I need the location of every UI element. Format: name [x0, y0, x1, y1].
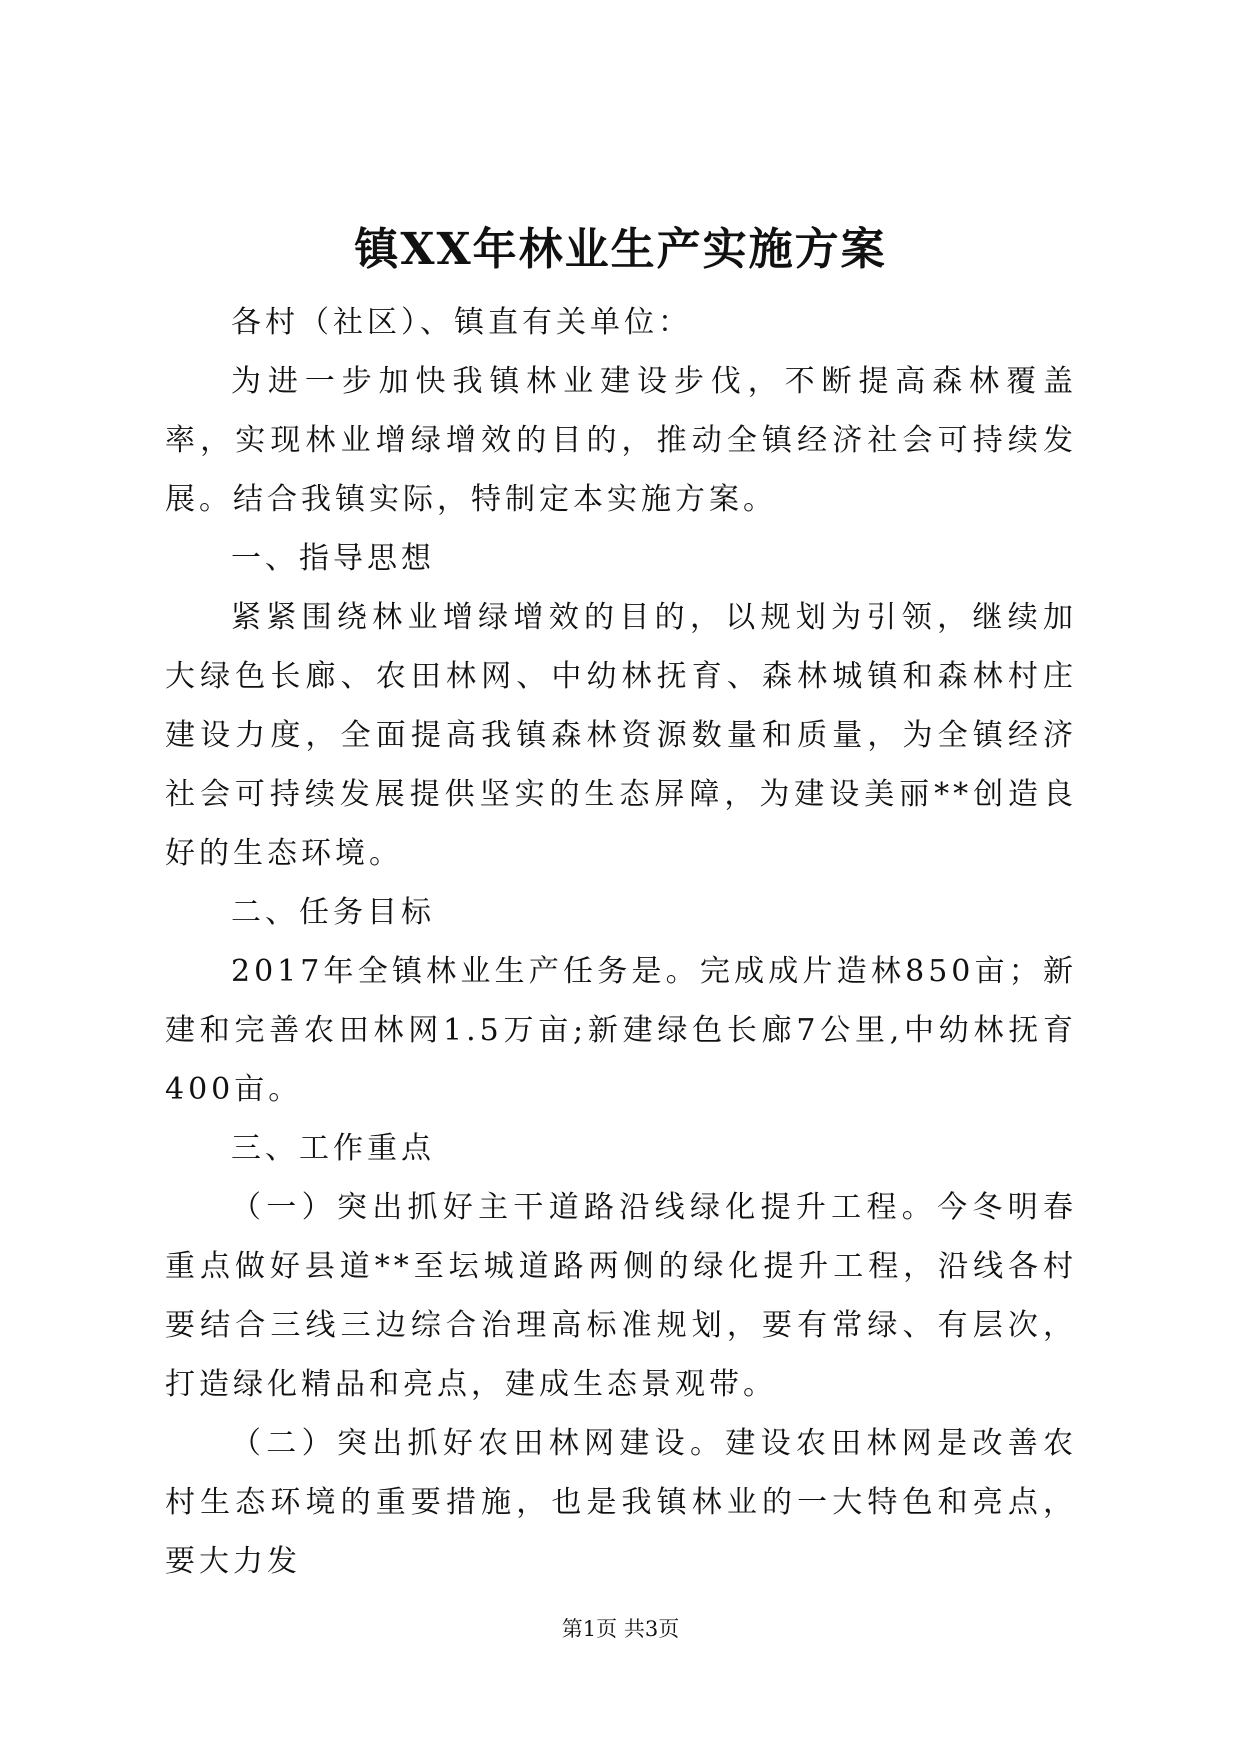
salutation: 各村（社区）、镇直有关单位： [231, 305, 692, 340]
document-body [165, 293, 1077, 1591]
section-heading-task-goals: 二、任务目标 [231, 895, 435, 930]
work-focus-item-1: （一）突出抓好主干道路沿线绿化提升工程。今冬明春重点做好县道**至坛城道路两侧的绿化提升工程，沿线各村要结合三线三边综合治理高标准规划，要有常绿、有层次，打造绿化精品和亮点，建成生态景观带。 [165, 1190, 1077, 1402]
page-number-footer: 第1页 共3页 [561, 1617, 680, 1641]
guiding-ideology-paragraph: 紧紧围绕林业增绿增效的目的，以规划为引领，继续加大绿色长廊、农田林网、中幼林抚育、森林城镇和森林村庄建设力度，全面提高我镇森林资源数量和质量，为全镇经济社会可持续发展提供坚实的生态屏障，为建设美丽**创造良好的生态环境。 [165, 600, 1077, 871]
work-focus-item-2: （二）突出抓好农田林网建设。建设农田林网是改善农村生态环境的重要措施，也是我镇林业的一大特色和亮点，要大力发 [165, 1426, 1077, 1579]
section-heading-guiding-ideology: 一、指导思想 [231, 541, 435, 576]
section-heading-work-focus: 三、工作重点 [231, 1131, 435, 1166]
document-title: 镇XX年林业生产实施方案 [354, 224, 887, 275]
intro-paragraph: 为进一步加快我镇林业建设步伐，不断提高森林覆盖率，实现林业增绿增效的目的，推动全镇经济社会可持续发展。结合我镇实际，特制定本实施方案。 [165, 364, 1077, 517]
task-goals-paragraph: 2017年全镇林业生产任务是。完成成片造林850亩；新建和完善农田林网1.5万亩;新建绿色长廊7公里,中幼林抚育400亩。 [165, 954, 1077, 1107]
